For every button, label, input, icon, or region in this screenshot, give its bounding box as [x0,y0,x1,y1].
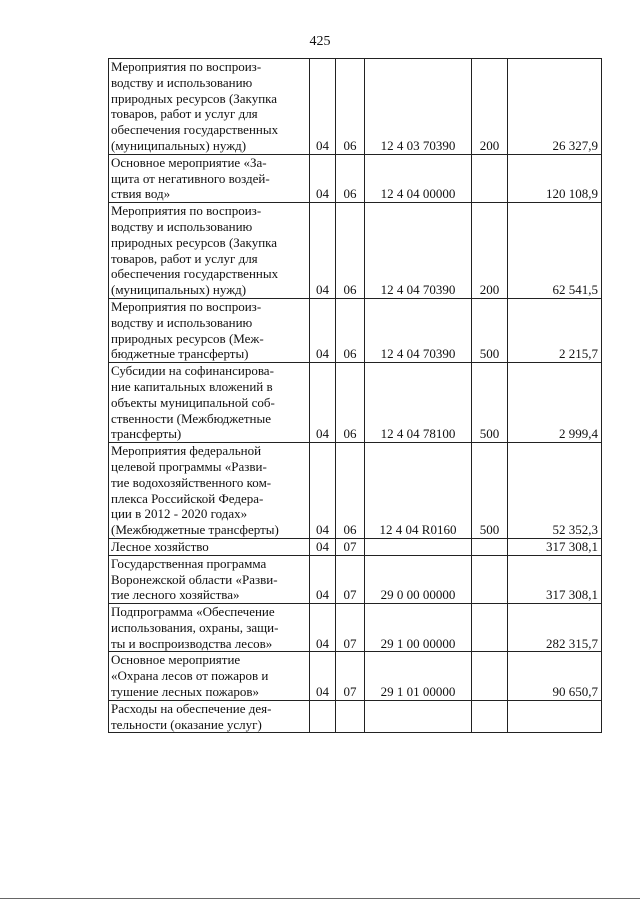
expense-name-cell: Расходы на обеспечение дея- тельности (оказание услуг) [109,700,310,733]
expense-type-cell: 500 [472,298,508,362]
expense-type-cell: 200 [472,59,508,155]
expense-type-cell [472,652,508,700]
table-row [109,298,602,362]
expense-type-cell [472,700,508,733]
section-code-cell: 04 [310,203,336,299]
expense-name-cell: Подпрограмма «Обеспечение использования, охраны, защи- ты и воспроизводства лесов» [109,604,310,652]
amount-cell [508,700,602,733]
expense-name-cell: Основное мероприятие «За- щита от негативного воздей- ствия вод» [109,154,310,202]
target-article-cell: 29 1 01 00000 [365,652,472,700]
section-code-cell: 04 [310,538,336,555]
table-row [109,443,602,539]
expense-type-cell [472,154,508,202]
section-code-cell: 04 [310,604,336,652]
expense-name-cell: Мероприятия федеральной целевой программы «Разви- тие водохозяйственного ком- плекса Российской Федера- ции в 2012 - 2020 годах» (Межбюджетные трансферты) [109,443,310,539]
section-code-cell: 04 [310,298,336,362]
table-row [109,154,602,202]
target-article-cell: 12 4 04 78100 [365,363,472,443]
page-number: 425 [309,34,331,49]
expense-name-cell: Государственная программа Воронежской области «Разви- тие лесного хозяйства» [109,555,310,603]
amount-cell: 90 650,7 [508,652,602,700]
expense-type-cell: 200 [472,203,508,299]
subsection-code-cell: 06 [336,203,365,299]
expense-name-cell: Мероприятия по воспроиз- водству и использованию природных ресурсов (Меж- бюджетные трансферты) [109,298,310,362]
table-row [109,652,602,700]
target-article-cell: 29 0 00 00000 [365,555,472,603]
table-row [109,700,602,733]
table-row [109,59,602,155]
target-article-cell: 12 4 03 70390 [365,59,472,155]
target-article-cell: 12 4 04 00000 [365,154,472,202]
subsection-code-cell: 07 [336,555,365,603]
amount-cell: 317 308,1 [508,555,602,603]
subsection-code-cell: 06 [336,363,365,443]
section-code-cell: 04 [310,154,336,202]
amount-cell: 26 327,9 [508,59,602,155]
subsection-code-cell: 06 [336,154,365,202]
subsection-code-cell: 07 [336,604,365,652]
target-article-cell: 12 4 04 70390 [365,203,472,299]
expense-name-cell: Субсидии на софинансирова- ние капитальных вложений в объекты муниципальной соб- ственности (Межбюджетные трансферты) [109,363,310,443]
table-row [109,363,602,443]
budget-table [108,58,602,733]
subsection-code-cell: 06 [336,298,365,362]
target-article-cell: 12 4 04 70390 [365,298,472,362]
expense-type-cell: 500 [472,363,508,443]
section-code-cell: 04 [310,555,336,603]
expense-type-cell: 500 [472,443,508,539]
amount-cell: 62 541,5 [508,203,602,299]
expense-type-cell [472,538,508,555]
expense-type-cell [472,555,508,603]
table-row [109,604,602,652]
subsection-code-cell [336,700,365,733]
amount-cell: 282 315,7 [508,604,602,652]
amount-cell: 2 215,7 [508,298,602,362]
expense-type-cell [472,604,508,652]
target-article-cell [365,538,472,555]
table-row [109,538,602,555]
expense-name-cell: Мероприятия по воспроиз- водству и использованию природных ресурсов (Закупка товаров, работ и услуг для обеспечения государственных (муниципальных) нужд) [109,203,310,299]
amount-cell: 2 999,4 [508,363,602,443]
table-row [109,555,602,603]
amount-cell: 317 308,1 [508,538,602,555]
amount-cell: 120 108,9 [508,154,602,202]
expense-name-cell: Лесное хозяйство [109,538,310,555]
expense-name-cell: Мероприятия по воспроиз- водству и использованию природных ресурсов (Закупка товаров, работ и услуг для обеспечения государственных (муниципальных) нужд) [109,59,310,155]
subsection-code-cell: 06 [336,443,365,539]
section-code-cell: 04 [310,363,336,443]
section-code-cell: 04 [310,652,336,700]
expense-name-cell: Основное мероприятие «Охрана лесов от пожаров и тушение лесных пожаров» [109,652,310,700]
subsection-code-cell: 07 [336,538,365,555]
bottom-rule [0,898,640,899]
target-article-cell: 12 4 04 R0160 [365,443,472,539]
amount-cell: 52 352,3 [508,443,602,539]
subsection-code-cell: 06 [336,59,365,155]
section-code-cell: 04 [310,443,336,539]
section-code-cell: 04 [310,59,336,155]
subsection-code-cell: 07 [336,652,365,700]
section-code-cell [310,700,336,733]
target-article-cell [365,700,472,733]
target-article-cell: 29 1 00 00000 [365,604,472,652]
table-row [109,203,602,299]
